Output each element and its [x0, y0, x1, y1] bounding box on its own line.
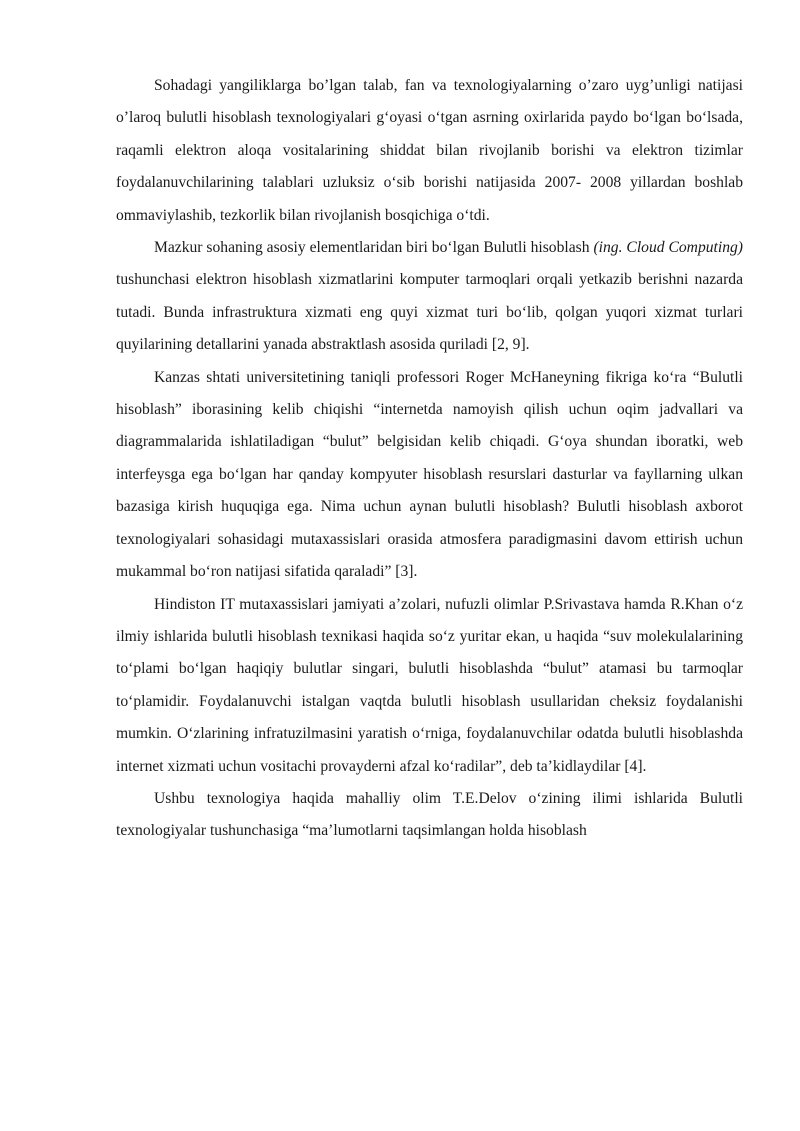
- paragraph-2-rest: tushunchasi elektron hisoblash xizmatlarini komputer tarmoqlari orqali yetkazib berishni nazarda tutadi. Bunda infrastruktura xizmati eng quyi xizmat turi bo‘lib, qolgan yuqori xizmat turlari quyilarining detallarini yanada abstraktlash asosida quriladi [2, 9].: [116, 271, 743, 354]
- paragraph-2-intro: Mazkur sohaning asosiy elementlaridan biri bo‘lgan Bulutli hisoblash: [154, 239, 594, 257]
- paragraph-5: Ushbu texnologiya haqida mahalliy olim T.E.Delov o‘zining ilimi ishlarida Bulutli texnologiyalar tushunchasiga “ma’lumotlarni taqsimlangan holda hisoblash: [116, 789, 743, 840]
- paragraph-3: Kanzas shtati universitetining taniqli professori Roger McHaneyning fikriga ko‘ra “Bulutli hisoblash” iborasining kelib chiqishi “internetda namoyish qilish uchun oqim jadvallari va diagrammalarida ishlatiladigan “bulut” belgisidan kelib chiqadi. G‘oya shundan iboratki, web interfeysga ega bo‘lgan har qanday kompyuter hisoblash resurslari dasturlar va fayllarning ulkan bazasiga kirish huquqiga ega. Nima uchun aynan bulutli hisoblash? Bulutli hisoblash axborot texnologiyalari sohasidagi mutaxassislari orasida atmosfera paradigmasini davom ettirish uchun mukammal bo‘ron natijasi sifatida qaraladi” [3].: [116, 368, 743, 581]
- document-page: [116, 70, 743, 848]
- paragraph-2: [116, 232, 743, 362]
- paragraph-2-italic-term: (ing. Cloud Computing): [593, 239, 743, 257]
- paragraph-4: Hindiston IT mutaxassislari jamiyati a’zolari, nufuzli olimlar P.Srivastava hamda R.Khan o‘z ilmiy ishlarida bulutli hisoblash texnikasi haqida so‘z yuritar ekan, u haqida “suv molekulalarining to‘plami bo‘lgan haqiqiy bulutlar singari, bulutli hisoblashda “bulut” atamasi bu tarmoqlar to‘plamidir. Foydalanuvchi istalgan vaqtda bulutli hisoblash usullaridan cheksiz foydalanishi mumkin. O‘zlarining infratuzilmasini yaratish o‘rniga, foydalanuvchilar odatda bulutli hisoblashda internet xizmati uchun vositachi provayderni afzal ko‘radilar”, deb ta’kidlaydilar [4].: [116, 595, 743, 775]
- paragraph-1: Sohadagi yangiliklarga bo’lgan talab, fan va texnologiyalarning o’zaro uyg’unligi natijasi o’laroq bulutli hisoblash texnologiyalari g‘oyasi o‘tgan asrning oxirlarida paydo bo‘lgan bo‘lsada, raqamli elektron aloqa vositalarining shiddat bilan rivojlanib borishi va elektron tizimlar foydalanuvchilarining talablari uzluksiz o‘sib borishi natijasida 2007- 2008 yillardan boshlab ommaviylashib, tezkorlik bilan rivojlanish bosqichiga o‘tdi.: [116, 77, 743, 224]
